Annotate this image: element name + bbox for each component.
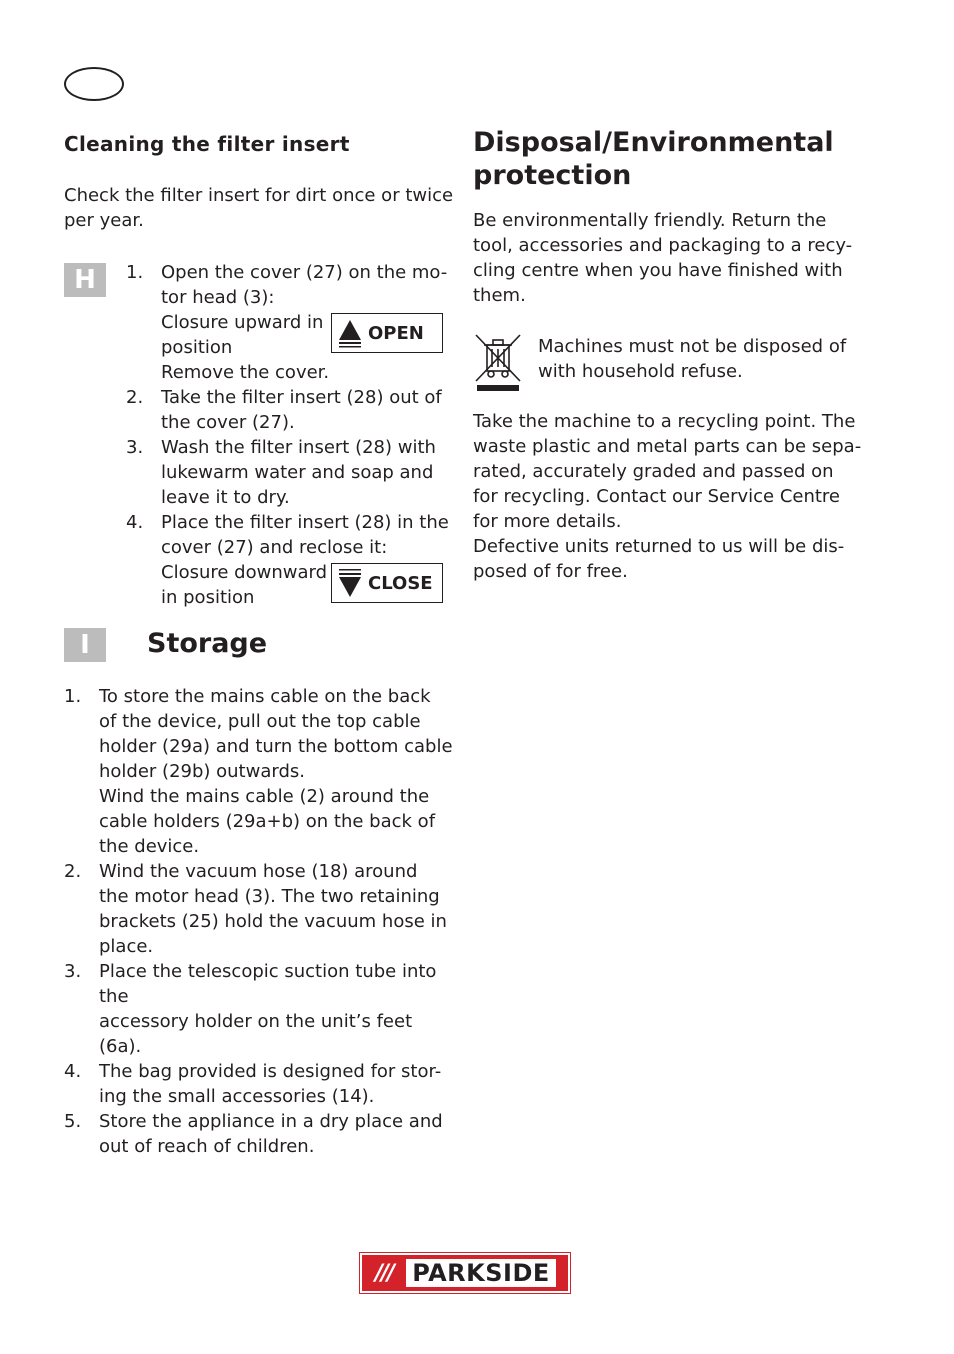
parkside-logo: [360, 1253, 570, 1293]
open-label: OPEN: [368, 322, 424, 344]
step-line: cable holders (29a+b) on the back of: [99, 811, 436, 832]
cleaning-intro-line: per year.: [64, 210, 144, 231]
step-line: To store the mains cable on the back: [99, 686, 431, 707]
triangle-down-icon: [332, 564, 368, 602]
disposal-intro-line: tool, accessories and packaging to a recy-: [473, 235, 853, 256]
cleaning-title: Cleaning the filter insert: [64, 132, 350, 156]
step-number: 1.: [126, 262, 144, 283]
step-line: Wash the filter insert (28) with: [161, 437, 436, 458]
close-label: CLOSE: [368, 572, 433, 594]
step-line: of the device, pull out the top cable: [99, 711, 421, 732]
step-line: Remove the cover.: [161, 362, 330, 383]
step-line: lukewarm water and soap and: [161, 462, 434, 483]
disposal-body-line: Defective units returned to us will be dis-: [473, 536, 845, 557]
disposal-intro-line: cling centre when you have finished with: [473, 260, 843, 281]
language-oval: [64, 67, 124, 101]
logo-wordmark: PARKSIDE: [406, 1259, 556, 1287]
weee-text-line: Machines must not be disposed of: [538, 336, 847, 357]
step-line: Wind the mains cable (2) around the: [99, 786, 430, 807]
cleaning-intro: [64, 183, 454, 233]
step-line: Place the filter insert (28) in the: [161, 512, 449, 533]
disposal-intro: [473, 208, 863, 308]
step-number: 3.: [126, 437, 144, 458]
step-number: 5.: [64, 1111, 82, 1132]
storage-steps: [64, 684, 454, 1159]
list-item: [126, 385, 451, 435]
list-item: [64, 1109, 454, 1159]
step-line: out of reach of children.: [99, 1136, 315, 1157]
step-line: leave it to dry.: [161, 487, 290, 508]
step-number: 1.: [64, 686, 82, 707]
list-item: [64, 859, 454, 959]
disposal-title: [473, 126, 873, 192]
step-line: accessory holder on the unit’s feet (6a).: [99, 1011, 413, 1057]
disposal-body-line: Take the machine to a recycling point. The: [473, 411, 856, 432]
step-line: Place the telescopic suction tube into the: [99, 961, 437, 1007]
step-number: 3.: [64, 961, 82, 982]
step-line: position: [161, 337, 233, 358]
step-number: 2.: [126, 387, 144, 408]
close-indicator: [331, 563, 443, 603]
weee-text: [538, 334, 868, 384]
disposal-title-line: Disposal/Environmental: [473, 127, 834, 158]
step-line: Closure downward: [161, 562, 327, 583]
section-badge-i: I: [64, 628, 106, 662]
step-line: in position: [161, 587, 255, 608]
weee-text-line: with household refuse.: [538, 361, 743, 382]
step-line: tor head (3):: [161, 287, 275, 308]
step-line: the device.: [99, 836, 200, 857]
step-number: 2.: [64, 861, 82, 882]
step-line: cover (27) and reclose it:: [161, 537, 388, 558]
disposal-title-line: protection: [473, 160, 632, 191]
step-line: the motor head (3). The two retaining: [99, 886, 440, 907]
step-line: The bag provided is designed for stor-: [99, 1061, 442, 1082]
disposal-body-line: posed of for free.: [473, 561, 628, 582]
list-item: [64, 684, 454, 859]
list-item: [64, 959, 454, 1059]
step-line: Open the cover (27) on the mo-: [161, 262, 448, 283]
step-line: the cover (27).: [161, 412, 295, 433]
disposal-body-line: rated, accurately graded and passed on: [473, 461, 834, 482]
step-line: Take the filter insert (28) out of: [161, 387, 442, 408]
disposal-body-line: for recycling. Contact our Service Centre: [473, 486, 841, 507]
step-line: Store the appliance in a dry place and: [99, 1111, 443, 1132]
step-line: holder (29b) outwards.: [99, 761, 305, 782]
disposal-body: [473, 409, 868, 584]
list-item: [126, 435, 451, 510]
disposal-intro-line: them.: [473, 285, 526, 306]
cleaning-intro-line: Check the filter insert for dirt once or twice: [64, 185, 454, 206]
logo-slashes: ///: [374, 1260, 394, 1286]
crossed-out-bin-icon: [473, 331, 525, 393]
disposal-body-line: waste plastic and metal parts can be sepa-: [473, 436, 862, 457]
triangle-up-icon: [332, 314, 368, 352]
step-number: 4.: [64, 1061, 82, 1082]
step-number: 4.: [126, 512, 144, 533]
storage-title: Storage: [147, 628, 268, 659]
open-indicator: [331, 313, 443, 353]
disposal-body-line: for more details.: [473, 511, 622, 532]
step-line: place.: [99, 936, 154, 957]
list-item: [64, 1059, 454, 1109]
step-line: Wind the vacuum hose (18) around: [99, 861, 418, 882]
step-line: Closure upward in: [161, 312, 324, 333]
section-badge-h: H: [64, 263, 106, 297]
disposal-intro-line: Be environmentally friendly. Return the: [473, 210, 827, 231]
step-line: brackets (25) hold the vacuum hose in: [99, 911, 447, 932]
step-line: ing the small accessories (14).: [99, 1086, 375, 1107]
step-line: holder (29a) and turn the bottom cable: [99, 736, 453, 757]
